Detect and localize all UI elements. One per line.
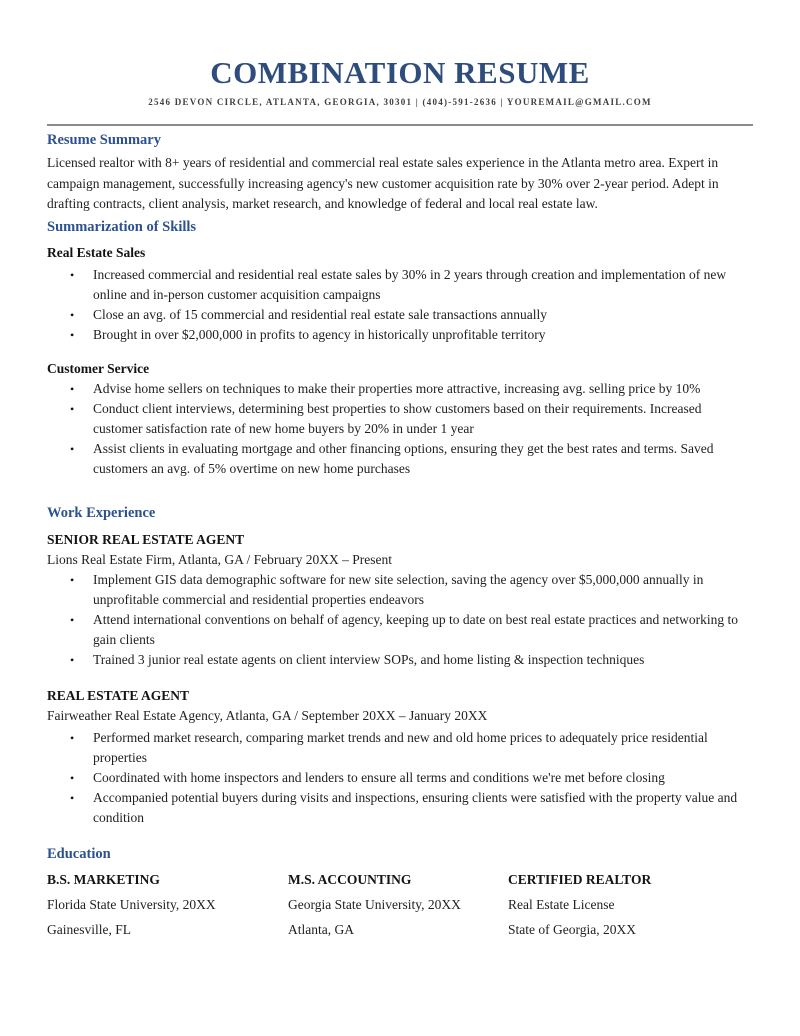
section-work-experience xyxy=(47,503,753,828)
bullet-item: • Attend international conventions on behalf of agency, keeping up to date on best real estate practices and networking to gain clients xyxy=(93,610,753,650)
education-entry-bs-marketing xyxy=(47,870,288,945)
contact-line: 2546 DEVON CIRCLE, ATLANTA, GEORGIA, 30301 | (404)-591-2636 | YOUREMAIL@GMAIL.COM xyxy=(148,97,652,107)
bullet-item: • Advise home sellers on techniques to make their properties more attractive, increasing avg. selling price by 10% xyxy=(93,379,753,399)
skill-group-real-estate-sales xyxy=(47,243,753,345)
job-entry-real-estate-agent xyxy=(47,686,753,828)
bullet-item: • Close an avg. of 15 commercial and residential real estate sale transactions annually xyxy=(93,305,753,325)
education-location: Gainesville, FL xyxy=(47,921,131,937)
skill-group-title: Real Estate Sales xyxy=(47,244,146,260)
resume-summary-heading: Resume Summary xyxy=(47,132,161,148)
bullet-item: • Assist clients in evaluating mortgage and other financing options, ensuring they get the best rates and terms. Saved customers an avg. of 5% overtime on new home purchases xyxy=(93,439,753,479)
job-title: REAL ESTATE AGENT xyxy=(47,687,190,703)
education-heading: Education xyxy=(47,845,111,862)
skill-bullet-list xyxy=(47,379,753,479)
page-title: COMBINATION RESUME xyxy=(210,55,590,90)
job-entry-senior-real-estate-agent xyxy=(47,530,753,670)
education-degree: B.S. MARKETING xyxy=(47,871,160,887)
skill-group-customer-service xyxy=(47,359,753,479)
education-degree: M.S. ACCOUNTING xyxy=(288,871,412,887)
education-entry-certified-realtor xyxy=(508,870,753,945)
job-subtitle: Fairweather Real Estate Agency, Atlanta, GA / September 20XX – January 20XX xyxy=(47,707,488,723)
education-school: Georgia State University, 20XX xyxy=(288,896,461,912)
work-experience-heading: Work Experience xyxy=(47,504,156,521)
bullet-item: • Accompanied potential buyers during visits and inspections, ensuring clients were satisfied with the property value and condition xyxy=(93,788,753,828)
section-skills xyxy=(47,217,753,479)
header-divider-rule xyxy=(47,124,753,126)
bullet-item: • Conduct client interviews, determining best properties to show customers based on their requirements. Increased customer satisfaction rate of new home buyers by 20% in under 1 year xyxy=(93,399,753,439)
education-location: State of Georgia, 20XX xyxy=(508,921,636,937)
job-bullet-list xyxy=(47,570,753,670)
bullet-item: • Trained 3 junior real estate agents on client interview SOPs, and home listing & inspection techniques xyxy=(93,650,753,670)
education-grid xyxy=(47,870,753,945)
section-resume-summary xyxy=(47,130,753,215)
bullet-item: • Implement GIS data demographic software for new site selection, saving the agency over $5,000,000 annually in unprofitable commercial and residential properties endeavors xyxy=(93,570,753,610)
resume-summary-text: Licensed realtor with 8+ years of residential and commercial real estate sales experience in the Atlanta metro area. Expert in campaign management, successfully increasing agency's new customer acquisition rate by 30% over 2-year period. Adept in drafting contracts, client analysis, market research, and knowledge of federal and local real estate law. xyxy=(47,155,719,211)
skill-bullet-list xyxy=(47,265,753,345)
bullet-item: • Increased commercial and residential real estate sales by 30% in 2 years through creation and implementation of new online and in-person customer acquisition campaigns xyxy=(93,265,753,305)
bullet-item: • Brought in over $2,000,000 in profits to agency in historically unprofitable territory xyxy=(93,325,753,345)
education-location: Atlanta, GA xyxy=(288,921,354,937)
bullet-item: • Performed market research, comparing market trends and new and old home prices to adequately price residential properties xyxy=(93,728,753,768)
education-entry-ms-accounting xyxy=(288,870,508,945)
education-school: Real Estate License xyxy=(508,896,615,912)
skills-heading: Summarization of Skills xyxy=(47,218,197,235)
education-degree: CERTIFIED REALTOR xyxy=(508,871,652,887)
job-bullet-list xyxy=(47,728,753,828)
section-education xyxy=(47,844,753,945)
job-subtitle: Lions Real Estate Firm, Atlanta, GA / February 20XX – Present xyxy=(47,551,392,567)
education-school: Florida State University, 20XX xyxy=(47,896,216,912)
job-title: SENIOR REAL ESTATE AGENT xyxy=(47,531,245,547)
skill-group-title: Customer Service xyxy=(47,360,150,376)
bullet-item: • Coordinated with home inspectors and lenders to ensure all terms and conditions we're met before closing xyxy=(93,768,753,788)
resume-header xyxy=(47,54,753,108)
